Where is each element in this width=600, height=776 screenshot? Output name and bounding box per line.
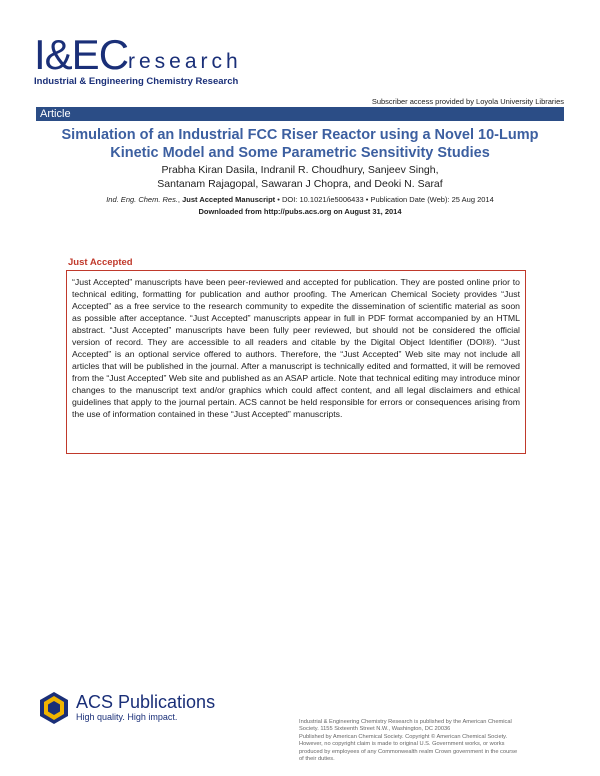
footer-line: produced by employees of any Commonwealth realm Crown government in the course	[299, 748, 518, 755]
download-note: Downloaded from http://pubs.acs.org on August 31, 2014	[198, 207, 402, 216]
footer-line: Industrial & Engineering Chemistry Research is published by the American Chemical	[299, 719, 512, 725]
footer-line: of their duties.	[299, 756, 335, 763]
footer-line: Published by American Chemical Society. Copyright © American Chemical Society.	[299, 733, 508, 740]
just-accepted-heading: Just Accepted	[68, 257, 133, 268]
section-label: Article	[40, 108, 71, 120]
journal-logo	[34, 31, 274, 90]
author-line: Prabha Kiran Dasila, Indranil R. Choudhury, Sanjeev Singh,	[161, 164, 439, 176]
footer-line: However, no copyright claim is made to original U.S. Government works, or works	[299, 741, 505, 748]
publisher-footer	[299, 719, 565, 763]
author-list	[60, 164, 540, 191]
citation-line: Ind. Eng. Chem. Res., Just Accepted Manuscript • DOI: 10.1021/ie5006433 • Publication Date (Web): 25 Aug 2014	[106, 195, 494, 204]
author-line: Santanam Rajagopal, Sawaran J Chopra, and Deoki N. Saraf	[157, 177, 443, 190]
just-accepted-body: “Just Accepted” manuscripts have been peer-reviewed and accepted for publication. They are posted online prior to technical editing, formatting for publication and author proofing. The American Chemical Society provides “Just Accepted” as a free service to the research community to expedite the dissemination of scientific material as soon as possible after acceptance. “Just Accepted” manuscripts appear in full in PDF format accompanied by an HTML abstract. “Just Accepted” manuscripts have been fully peer reviewed, but should not be considered the official version of record. They are accessible to all readers and citable by the Digital Object Identifier (DOI®). “Just Accepted” is an optional service offered to authors. Therefore, the “Just Accepted” Web site may not include all articles that will be published in the journal. After a manuscript is technically edited and formatted, it will be removed from the “Just Accepted” Web site and published as an ASAP article. Note that technical editing may introduce minor changes to the manuscript text and/or graphics which could affect content, and all legal disclaimers and ethical guidelines that apply to the journal pertain. ACS cannot be held responsible for errors or consequences arising from the use of information contained in these “Just Accepted” manuscripts.	[72, 277, 520, 419]
footer-line: Society. 1155 Sixteenth Street N.W., Washington, DC 20036	[299, 726, 451, 733]
citation-status: Just Accepted Manuscript	[182, 195, 276, 204]
subscriber-note: Subscriber access provided by Loyola University Libraries	[371, 97, 564, 106]
article-title[interactable]: Simulation of an Industrial FCC Riser Reactor using a Novel 10-Lump Kinetic Model and Some Parametric Sensitivity Studies	[61, 127, 539, 161]
section-bar	[36, 107, 564, 121]
citation-journal: Ind. Eng. Chem. Res.	[106, 195, 178, 204]
citation-details: • DOI: 10.1021/ie5006433 • Publication Date (Web): 25 Aug 2014	[275, 195, 494, 204]
acs-logo-tagline: High quality. High impact.	[76, 712, 178, 722]
acs-logo-name: ACS Publications	[76, 692, 216, 712]
journal-logo-main: I&EC	[34, 31, 129, 78]
journal-logo-sub: research	[128, 50, 242, 73]
journal-logo-tagline: Industrial & Engineering Chemistry Research	[34, 76, 239, 87]
just-accepted-notice	[66, 270, 526, 454]
acs-publications-logo[interactable]	[36, 690, 256, 730]
acs-hexagon-icon	[36, 690, 72, 726]
